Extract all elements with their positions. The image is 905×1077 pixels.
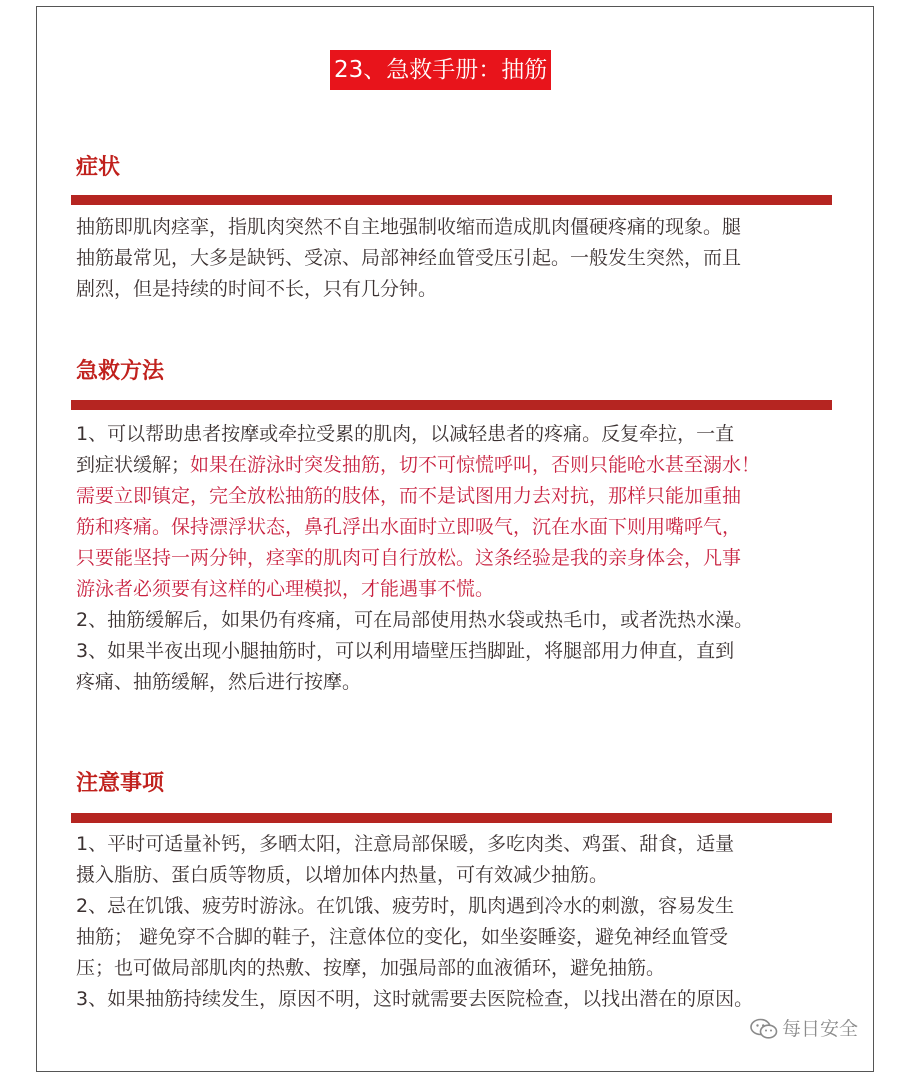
first-aid-paragraph bbox=[76, 419, 836, 698]
text-line-highlight: 只要能坚持一两分钟，痉挛的肌肉可自行放松。这条经验是我的亲身体会，凡事 bbox=[76, 547, 742, 569]
text-line: 摄入脂肪、蛋白质等物质，以增加体内热量，可有效减少抽筋。 bbox=[76, 864, 609, 886]
section-heading-precautions: 注意事项 bbox=[76, 771, 165, 796]
text-line: 3、如果半夜出现小腿抽筋时，可以利用墙壁压挡脚趾，将腿部用力伸直，直到 bbox=[76, 640, 735, 662]
text-line-highlight: 筋和疼痛。保持漂浮状态，鼻孔浮出水面时立即吸气，沉在水面下则用嘴呼气， bbox=[76, 516, 742, 538]
text-plain: 到症状缓解； bbox=[76, 454, 191, 476]
section-heading-symptoms: 症状 bbox=[76, 155, 121, 180]
section-divider-bar bbox=[71, 195, 832, 205]
text-line: 抽筋； 避免穿不合脚的鞋子，注意体位的变化，如坐姿睡姿，避免神经血管受 bbox=[76, 926, 729, 948]
text-line: 2、忌在饥饿、疲劳时游泳。在饥饿、疲劳时，肌肉遇到冷水的刺激，容易发生 bbox=[76, 895, 735, 917]
text-highlight: 如果在游泳时突发抽筋，切不可惊慌呼叫，否则只能呛水甚至溺水！ bbox=[190, 454, 761, 476]
text-line-highlight: 游泳者必须要有这样的心理模拟，才能遇事不慌。 bbox=[76, 578, 495, 600]
text-line: 2、抽筋缓解后，如果仍有疼痛，可在局部使用热水袋或热毛巾，或者洗热水澡。 bbox=[76, 609, 754, 631]
text-line: 疼痛、抽筋缓解，然后进行按摩。 bbox=[76, 671, 362, 693]
text-line: 3、如果抽筋持续发生，原因不明，这时就需要去医院检查，以找出潜在的原因。 bbox=[76, 988, 754, 1010]
text-line: 剧烈，但是持续的时间不长，只有几分钟。 bbox=[76, 278, 438, 300]
text-line: 抽筋即肌肉痉挛，指肌肉突然不自主地强制收缩而造成肌肉僵硬疼痛的现象。腿 bbox=[76, 216, 742, 238]
precautions-paragraph bbox=[76, 829, 836, 1015]
wechat-icon bbox=[750, 1018, 778, 1040]
text-line: 1、平时可适量补钙，多晒太阳，注意局部保暖，多吃肉类、鸡蛋、甜食，适量 bbox=[76, 833, 735, 855]
text-line: 压；也可做局部肌肉的热敷、按摩，加强局部的血液循环，避免抽筋。 bbox=[76, 957, 666, 979]
text-line bbox=[76, 450, 836, 481]
text-line: 抽筋最常见，大多是缺钙、受凉、局部神经血管受压引起。一般发生突然，而且 bbox=[76, 247, 742, 269]
section-heading-first-aid: 急救方法 bbox=[76, 359, 165, 384]
section-divider-bar bbox=[71, 400, 832, 410]
watermark-text: 每日安全 bbox=[782, 1018, 859, 1040]
document-title: 23、急救手册：抽筋 bbox=[330, 50, 551, 90]
text-line-highlight: 需要立即镇定，完全放松抽筋的肢体，而不是试图用力去对抗，那样只能加重抽 bbox=[76, 485, 742, 507]
symptoms-paragraph bbox=[76, 212, 836, 305]
section-divider-bar bbox=[71, 813, 832, 823]
watermark bbox=[750, 1014, 858, 1044]
text-line: 1、可以帮助患者按摩或牵拉受累的肌肉，以减轻患者的疼痛。反复牵拉，一直 bbox=[76, 423, 735, 445]
